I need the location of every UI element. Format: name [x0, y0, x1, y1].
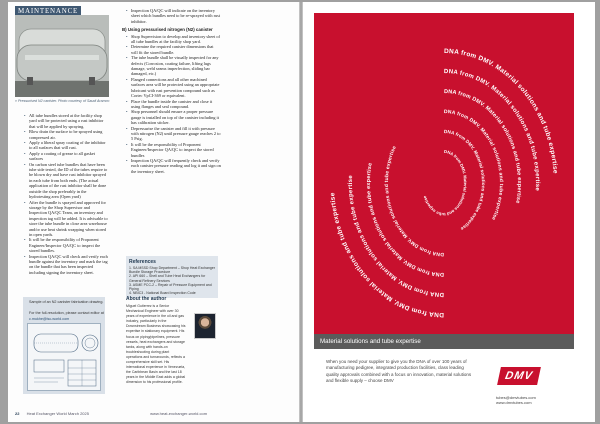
column-2-top-list	[126, 8, 221, 24]
author-bio: Miguel Gutierrez is a Senior Mechanical Engineer with over 30 years of experience in the oil and gas industry, particularly in the Downstream Business showcasing his expertise in stationary equipment. His focus on piping/pipelines, pressure vessels, heat exchangers and storage tanks, along with hands-on troubleshooting during plant operations and turnarounds, reflects a comprehensive skill set. His international experience in Venezuela, the Caribbean Basin and the last 18 years in the Middle East adds a global dimension to his professional profile.	[126, 304, 186, 385]
references-box	[126, 256, 218, 298]
ad-email-link[interactable]: tubes@dmvtubes.com	[496, 395, 536, 400]
left-page	[8, 2, 299, 422]
svg-text:DNA from DMV. Material solutio: DNA from DMV. Material solutions and tube expertise	[443, 88, 522, 204]
svg-text:DNA from DMV. Material solutio: DNA from DMV. Material solutions and tube expertise	[443, 108, 504, 222]
list-item: • Inspection QA/QC will indicate on the inventory sheet which bundles need to be re-sprayed with rust inhibitor.	[126, 8, 221, 24]
page-footer	[15, 411, 207, 416]
fabrication-drawing	[27, 323, 101, 391]
list-item: • Shop personnel should ensure a proper pressure gauge is installed on top of the canister including it has calibration sticker.	[126, 109, 221, 125]
ad-contact	[496, 395, 536, 405]
svg-text:DNA from DMV. Material solutio: DNA from DMV. Material solutions and tube expertise	[383, 145, 445, 258]
reference-item: 3. ASME PCC-2 – Repair of Pressure Equipment and Piping	[129, 282, 212, 292]
drawing-caption: Sample of an N2 canister fabrication drawing.	[29, 300, 104, 304]
svg-text:DNA from DMV. Material solutio: DNA from DMV. Material solutions and tube expertise	[443, 128, 486, 232]
list-item: • Apply a liberal spray coating of the inhibitor to all surfaces that will rust.	[24, 140, 108, 151]
subheading-n2-canister: B) Using pressurised nitrogen (N2) canister	[122, 27, 213, 33]
list-item: • On carbon steel tube bundles that have been tube side tested, the ID of the tubes require to be blown dry and have rust inhibitor sprayed in each tube from both ends. (The actual application of the rust inhibitor shall be done outside the shop preferably in the hydrotesting area (Open yard)	[24, 162, 108, 200]
author-photo	[194, 313, 216, 339]
list-item: • It will be the responsibility of Proponent Engineer/Inspector QA/QC to inspect the stored bundles.	[24, 237, 108, 253]
page-number: 22	[15, 411, 20, 416]
dmv-logo: DMV	[497, 367, 541, 385]
column-2-list	[126, 34, 221, 175]
list-item: • Place the bundle inside the canister and close it using flanges and seal compound.	[126, 99, 221, 110]
list-item: • After the bundle is sprayed and approved for storage by the Shop Supervisor and Inspection QA/QC Team, an inventory and inspection tag will be added. It is advisable to store the tube bundle in close area warehouse and/or use heat shrink wrapping when stored in open yards.	[24, 200, 108, 238]
svg-text:DNA from DMV. Material solutio: DNA from DMV. Material solutions and tube expertise	[365, 162, 445, 278]
drawing-box	[23, 297, 105, 394]
ad-body-text: When you need your supplier to give you the DNA of over 100 years of manufacturing pedigree, integrated production facilities, class leading quality approvals combined with a focus on innovation, material solutions and flexible supply – choose DMV	[326, 359, 472, 384]
list-item: • Inspection QA/QC will frequently check and verify each canister pressure reading and log it and sign on the inventory sheet.	[126, 158, 221, 174]
list-item: • Depressurise the canister and fill it with pressure with nitrogen (N2) until pressure gauge reaches 2 to 5 Psig.	[126, 126, 221, 142]
svg-text:DNA from DMV. Material solutio: DNA from DMV. Material solutions and tube expertise	[421, 148, 468, 218]
ad-red-panel	[314, 13, 574, 334]
canister-photo	[15, 15, 109, 97]
publication-name: Heat Exchanger World March 2025	[26, 411, 89, 416]
ad-tagline-band: Material solutions and tube expertise	[314, 334, 574, 349]
list-item: • The tube bundle shall be visually inspected for any defects (Corrosion, coating failure, lifting lugs damage, weld seams imperfection, sliding bar damaged, etc.)	[126, 55, 221, 77]
list-item: • Apply a coating of grease to all gasket surfaces	[24, 151, 108, 162]
list-item: • Inspection QA/QC will check and verify each bundle against the inventory and mark the tag on the bundle that has been inspected including signing the inventory sheet.	[24, 254, 108, 276]
photo-caption: » Pressurised N2 canister. Photo courtesy of Saudi Aramco	[15, 99, 110, 103]
right-page-advert	[303, 2, 595, 422]
list-item: • Shop Supervision to develop and inventory sheet of all tube bundles at the facility shop yard.	[126, 34, 221, 45]
list-item: • Blow drain the surface to be sprayed using compressed air.	[24, 129, 108, 140]
list-item: • All tube bundles stored at the facility shop yard will be protected using a rust inhibitor that will be applied by spraying.	[24, 113, 108, 129]
column-1-list	[24, 113, 108, 275]
references-list	[129, 266, 215, 295]
website-link[interactable]: www.heat-exchanger-world.com	[150, 411, 208, 416]
section-label: MAINTENANCE	[15, 6, 81, 16]
list-item: • Flanged connections and all other machined surfaces area will be protected using an appropriate lubricant with rust prevention compound such as Cortec VpCI-369 or equivalent.	[126, 77, 221, 99]
list-item: • It will be the responsibility of Proponent Engineer/Inspector QA/QC to inspect the stored bundles	[126, 142, 221, 158]
editor-email-link[interactable]: c.mukhe@lsc-world.com	[29, 317, 70, 321]
drawing-contact-text: For the full-resolution, please contact editor at	[29, 311, 104, 315]
svg-text:DNA from DMV. Material solutio: DNA from DMV. Material solutions and tube expertise	[443, 68, 540, 192]
svg-text:DNA from DMV. Material solutio: DNA from DMV. Material solutions and tube expertise	[443, 47, 559, 175]
svg-text:DNA from DMV. Material solutio: DNA from DMV. Material solutions and tube expertise	[347, 174, 445, 298]
ad-website-link[interactable]: www.dmvtubes.com	[496, 400, 532, 405]
list-item: • Determine the required canister dimensions that will fit the stored bundle.	[126, 44, 221, 55]
about-author	[126, 296, 218, 386]
reference-item: 1. SA MSSD Shop Department – Shop Heat Exchanger Bundle Storage Procedure	[129, 266, 215, 275]
references-title: References	[129, 259, 156, 265]
reference-item: 4. NBIC3 - National Board Inspection Code	[129, 291, 196, 296]
dna-spiral-graphic	[314, 13, 574, 334]
column-2	[122, 8, 221, 174]
author-title: About the author	[126, 296, 167, 302]
svg-text:DNA from DMV. Material solutio: DNA from DMV. Material solutions and tube expertise	[329, 192, 444, 319]
reference-item: 2. API 660 – Shell and Tube Heat Exchangers for General Refinery Services	[129, 274, 206, 283]
